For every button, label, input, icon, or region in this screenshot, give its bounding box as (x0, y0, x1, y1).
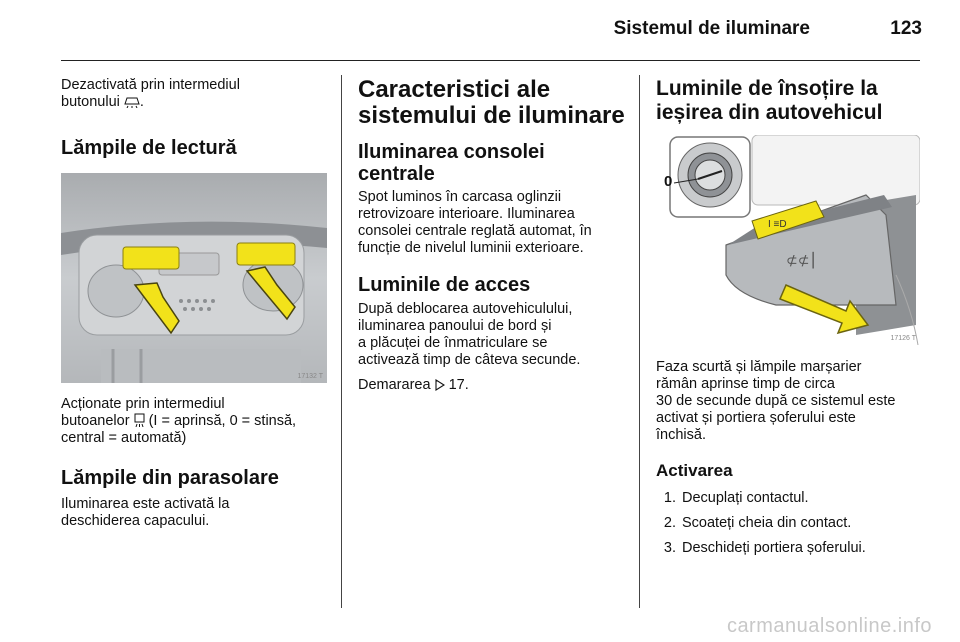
svg-text:⊄⊄⎮: ⊄⊄⎮ (786, 253, 817, 269)
escort-lights-figure (656, 135, 920, 345)
console-heading-line-2: centrale (358, 163, 435, 185)
activation-step: 3. Deschideți portiera șoferului. (680, 536, 926, 561)
console-text-line: retrovizoare interioare. Iluminarea (358, 206, 575, 222)
intro-tail: . (139, 94, 144, 110)
svg-text:I ≡D: I ≡D (768, 219, 787, 230)
intro-line-1: Dezactivată prin intermediul (61, 77, 240, 93)
access-lights-heading: Luminile de acces (358, 274, 531, 296)
console-text-line: Spot luminos în carcasa oglinzii (358, 189, 562, 205)
start-page-ref[interactable]: 17. (448, 377, 469, 393)
visor-lamps-text (61, 496, 331, 530)
intro-line-2: butonului (61, 94, 120, 110)
escort-text-line: 30 de secunde după ce sistemul este (656, 393, 896, 409)
header-divider (61, 60, 920, 61)
access-text-line: După deblocarea autovehiculului, (358, 301, 573, 317)
intro-text (61, 77, 331, 111)
console-text (358, 189, 626, 257)
column-divider-1 (341, 75, 342, 608)
access-text-line: activează timp de câteva secunde. (358, 352, 581, 368)
features-heading-line-1: Caracteristici ale (358, 76, 551, 103)
visor-text-line-2: deschiderea capacului. (61, 513, 210, 529)
reading-lamps-heading: Lămpile de lectură (61, 137, 237, 159)
reading-text-line-2b: (I = aprinsă, 0 = stinsă, (148, 413, 297, 429)
features-heading (358, 77, 626, 129)
page-reference-icon[interactable] (435, 379, 445, 391)
column-right (656, 77, 926, 561)
light-switch-illustration (656, 135, 920, 345)
reading-lamps-illustration (61, 173, 327, 383)
escort-text-line: închisă. (656, 427, 706, 443)
figure-code: 17126 T (890, 335, 916, 342)
start-reference (358, 377, 626, 394)
page-number: 123 (890, 18, 922, 39)
features-heading-line-2: sistemului de iluminare (358, 102, 625, 129)
escort-text-line: activat și portiera șoferului este (656, 410, 856, 426)
visor-lamps-heading: Lămpile din parasolare (61, 467, 279, 489)
reading-text-line-1: Acționate prin intermediul (61, 396, 225, 412)
access-text-line: iluminarea panoului de bord și (358, 318, 552, 334)
figure-code: 17132 T (297, 373, 323, 380)
console-heading (358, 141, 626, 185)
activation-step: 1. Decuplați contactul. (680, 486, 926, 511)
reading-lamps-figure (61, 173, 327, 383)
reading-text-line-3: central = automată) (61, 430, 187, 446)
escort-heading (656, 77, 926, 125)
access-lights-text (358, 301, 626, 369)
start-text: Demararea (358, 377, 431, 393)
activation-steps (656, 486, 926, 561)
reading-lamp-icon (134, 413, 145, 427)
escort-text-line: Faza scurtă și lămpile marșarier (656, 359, 862, 375)
activation-heading: Activarea (656, 461, 733, 480)
interior-light-icon (124, 96, 140, 108)
column-middle (358, 77, 626, 394)
page-title: Sistemul de iluminare (613, 18, 810, 39)
reading-lamps-text (61, 396, 331, 447)
console-heading-line-1: Iluminarea consolei (358, 141, 545, 163)
column-divider-2 (639, 75, 640, 608)
console-text-line: consolei centrale reglată automat, în (358, 223, 592, 239)
watermark: carmanualsonline.info (726, 615, 932, 637)
escort-text-line: rămân aprinse timp de circa (656, 376, 835, 392)
column-left (61, 77, 331, 530)
escort-text (656, 359, 926, 444)
escort-heading-line-2: ieșirea din autovehicul (656, 101, 883, 124)
console-text-line: funcție de nivelul luminii exterioare. (358, 240, 584, 256)
position-zero-label: 0 (664, 173, 673, 190)
activation-step: 2. Scoateți cheia din contact. (680, 511, 926, 536)
escort-heading-line-1: Luminile de însoțire la (656, 77, 878, 100)
access-text-line: a plăcuței de înmatriculare se (358, 335, 548, 351)
reading-text-line-2a: butoanelor (61, 413, 130, 429)
visor-text-line-1: Iluminarea este activată la (61, 496, 230, 512)
